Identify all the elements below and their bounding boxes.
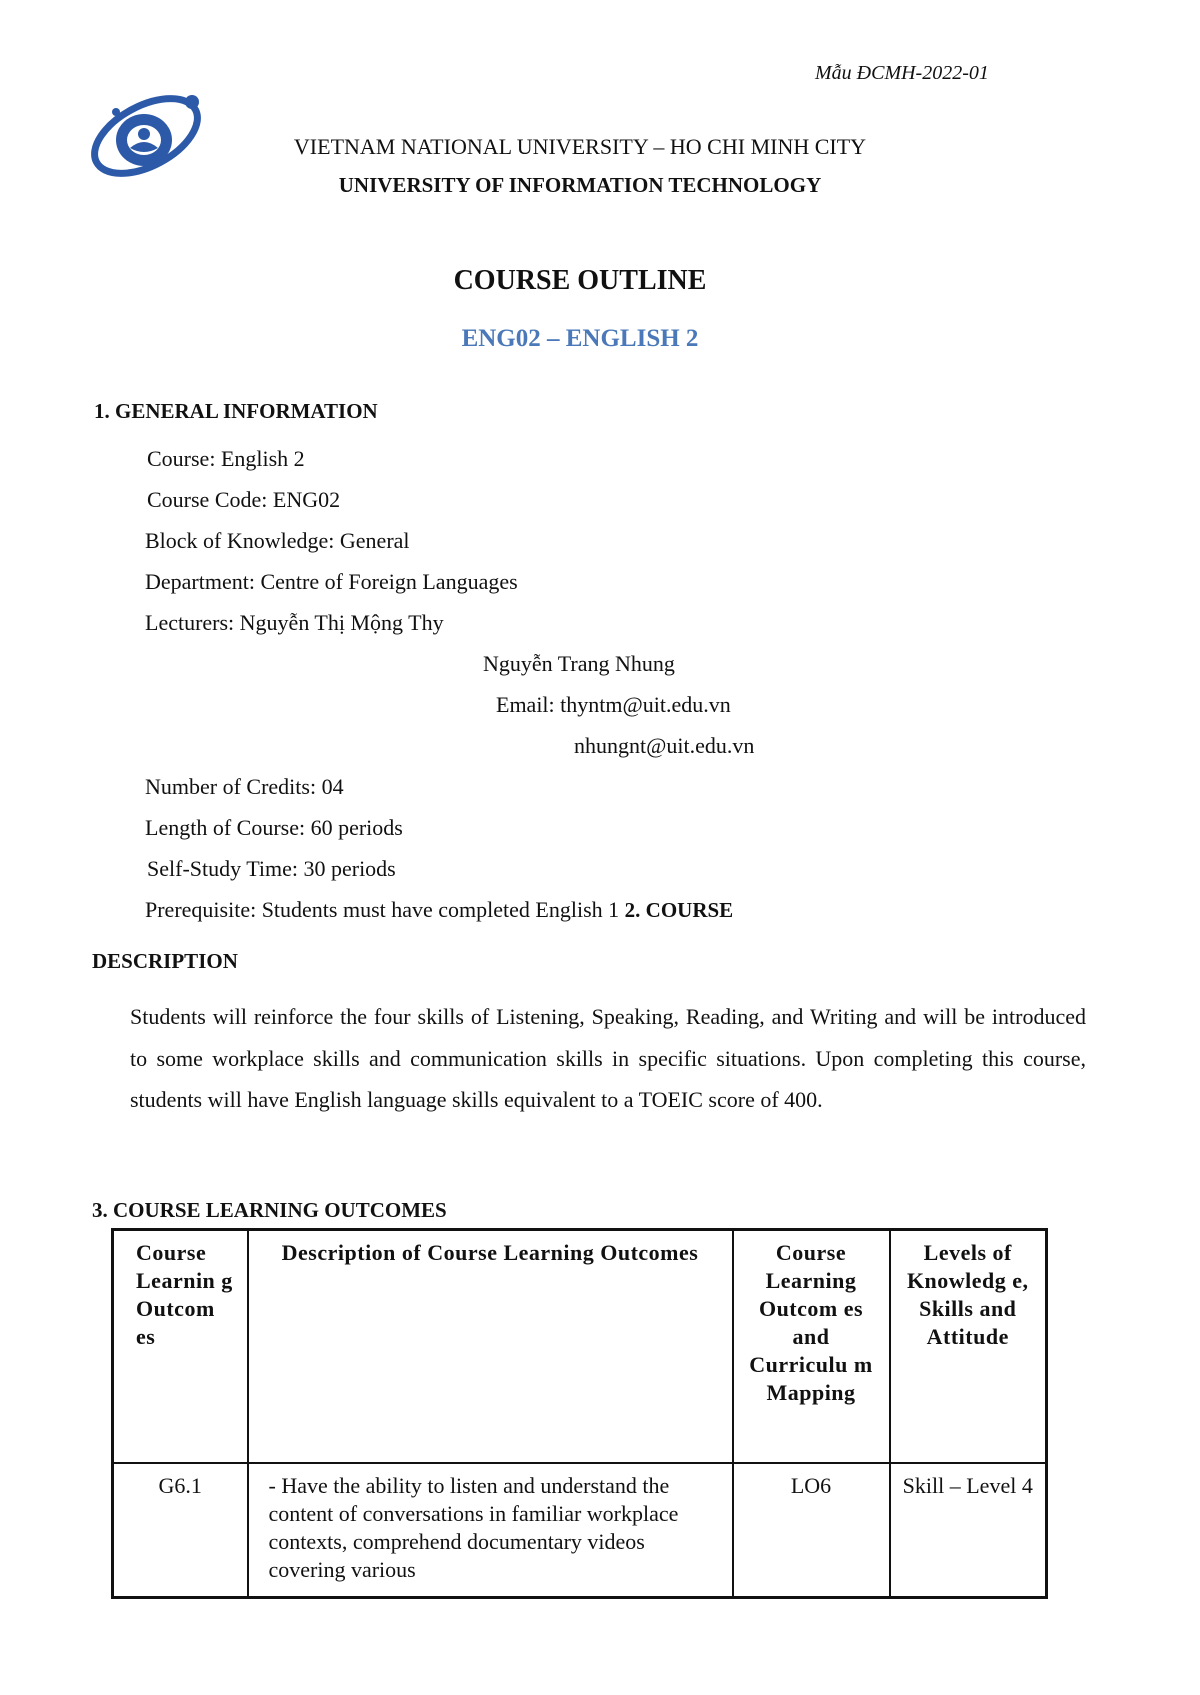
outcome-description: - Have the ability to listen and understand the content of conversations in familiar workplace contexts, comprehend documentary videos covering various	[248, 1463, 733, 1598]
self-study-time: Self-Study Time: 30 periods	[147, 856, 396, 881]
lecturer-2: Nguyễn Trang Nhung	[483, 651, 675, 676]
prerequisite-text: Prerequisite: Students must have completed English 1	[145, 897, 625, 922]
outcome-mapping: LO6	[733, 1463, 890, 1598]
course-name: Course: English 2	[147, 446, 305, 471]
email-1: Email: thyntm@uit.edu.vn	[496, 692, 731, 717]
course-subtitle: ENG02 – ENGLISH 2	[461, 325, 699, 352]
section-heading-course: 2. COURSE	[624, 898, 734, 922]
department: Department: Centre of Foreign Languages	[145, 569, 518, 594]
section-heading-learning-outcomes: 3. COURSE LEARNING OUTCOMES	[92, 1198, 447, 1222]
header-curriculum-mapping: Course Learning Outcom es and Curriculu m Mapping	[733, 1230, 890, 1464]
number-of-credits: Number of Credits: 04	[145, 774, 344, 799]
table-header-row	[113, 1230, 1047, 1464]
lecturers: Lecturers: Nguyễn Thị Mộng Thy	[145, 610, 444, 635]
outcome-code: G6.1	[113, 1463, 248, 1598]
course-code: Course Code: ENG02	[147, 487, 341, 512]
form-code: Mẫu ĐCMH-2022-01	[815, 62, 989, 84]
email-2: nhungnt@uit.edu.vn	[574, 733, 755, 758]
university-name: VIETNAM NATIONAL UNIVERSITY – HO CHI MINH CITY	[293, 134, 867, 159]
section-heading-description: DESCRIPTION	[92, 949, 238, 973]
prerequisite	[145, 897, 733, 923]
section-heading-general-info: 1. GENERAL INFORMATION	[94, 399, 378, 423]
learning-outcomes-table	[111, 1228, 1048, 1599]
course-description: Students will reinforce the four skills of Listening, Speaking, Reading, and Writing and will be introduced to some workplace skills and communication skills in specific situations. Upon completing this course, students will have English language skills equivalent to a TOEIC score of 400.	[130, 1004, 1086, 1112]
outcome-level: Skill – Level 4	[890, 1463, 1047, 1598]
header-levels: Levels of Knowledg e, Skills and Attitude	[890, 1230, 1047, 1464]
length-of-course: Length of Course: 60 periods	[145, 815, 403, 840]
faculty-name: UNIVERSITY OF INFORMATION TECHNOLOGY	[338, 173, 822, 197]
block-of-knowledge: Block of Knowledge: General	[145, 528, 410, 553]
header-course-learning-outcomes: Course Learnin g Outcom es	[113, 1230, 248, 1464]
table-row	[113, 1463, 1047, 1598]
header-description: Description of Course Learning Outcomes	[248, 1230, 733, 1464]
page-title: COURSE OUTLINE	[453, 265, 707, 296]
